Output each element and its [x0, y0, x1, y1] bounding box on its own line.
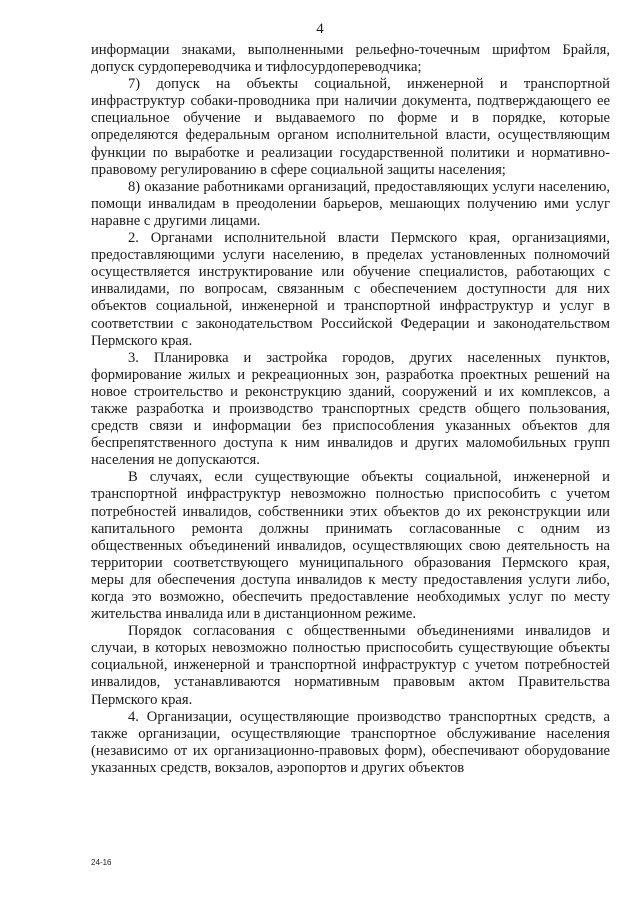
footer-document-code: 24-16 — [91, 858, 112, 867]
paragraph-section-4: 4. Организации, осуществляющие производство транспортных средств, а также организации, осуществляющие транспортное обслуживание населения (независимо от их организационно-правовых форм), обеспечивают оборудование указанных средств, вокзалов, аэропортов и других объектов — [91, 708, 610, 776]
page-number: 4 — [316, 21, 324, 37]
paragraph-item-7: 7) допуск на объекты социальной, инженерной и транспортной инфраструктур собаки-проводника при наличии документа, подтверждающего ее специальное обучение и выдаваемого по форме и в порядке, которые определяются федеральным органом исполнительной власти, осуществляющим функции по выработке и реализации государственной политики и нормативно-правовому регулированию в сфере социальной защиты населения; — [91, 76, 610, 178]
paragraph-approval-procedure: Порядок согласования с общественными объединениями инвалидов и случаи, в которых невозможно полностью приспособить существующие объекты социальной, инженерной и транспортной инфраструктур с учетом потребностей инвалидов, устанавливаются нормативным правовым актом Правительства Пермского края. — [91, 623, 610, 708]
document-body — [91, 42, 610, 777]
paragraph-item-8: 8) оказание работниками организаций, предоставляющих услуги населению, помощи инвалидам в преодолении барьеров, мешающих получению ими услуг наравне с другими лицами. — [91, 178, 610, 229]
paragraph-section-2: 2. Органами исполнительной власти Пермского края, организациями, предоставляющими услуги населению, в пределах установленных полномочий осуществляется инструктирование или обучение специалистов, работающих с инвалидами, по вопросам, связанным с обеспечением доступности для них объектов социальной, инженерной и транспортной инфраструктур и услуг в соответствии с законодательством Российской Федерации и законодательством Пермского края. — [91, 230, 610, 349]
paragraph-existing-objects: В случаях, если существующие объекты социальной, инженерной и транспортной инфраструктур невозможно полностью приспособить с учетом потребностей инвалидов, собственники этих объектов до их реконструкции или капитального ремонта должны принимать согласованные с одним из общественных объединений инвалидов, осуществляющих свою деятельность на территории соответствующего муниципального образования Пермского края, меры для обеспечения доступа инвалидов к месту предоставления услуги либо, когда это возможно, обеспечить предоставление необходимых услуг по месту жительства инвалида или в дистанционном режиме. — [91, 469, 610, 623]
paragraph-continuation: информации знаками, выполненными рельефно-точечным шрифтом Брайля, допуск сурдопереводчика и тифлосурдопереводчика; — [91, 42, 610, 76]
paragraph-section-3: 3. Планировка и застройка городов, других населенных пунктов, формирование жилых и рекреационных зон, разработка проектных решений на новое строительство и реконструкцию зданий, сооружений и их комплексов, а также разработка и производство транспортных средств общего пользования, средств связи и информации без приспособления указанных объектов для беспрепятственного доступа к ним инвалидов и других маломобильных групп населения не допускаются. — [91, 349, 610, 469]
